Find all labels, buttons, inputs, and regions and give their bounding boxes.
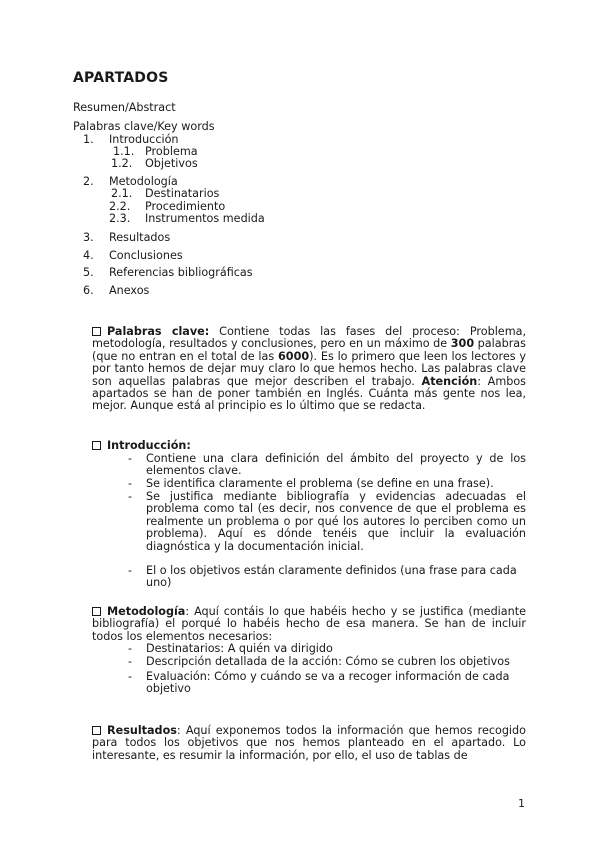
toc-item-procedimiento: Procedimiento	[145, 200, 226, 213]
toc-item-objetivos: Objetivos	[145, 157, 198, 170]
list-item-text: Descripción detallada de la acción: Cómo se cubren los objetivos	[146, 655, 510, 668]
section-text: 6000	[278, 349, 310, 363]
toc-number: 2.	[83, 175, 94, 188]
list-item	[128, 564, 526, 590]
section-metodologia	[92, 606, 526, 643]
toc-number: 1.	[83, 133, 94, 146]
toc-item-instrumentos: Instrumentos medida	[145, 212, 265, 225]
bullet-dash: -	[128, 452, 133, 465]
list-item-text: Se justifica mediante bibliografía y evidencias adecuadas el problema como tal (es decir, nos convence de que el problema es realmente un problema o por qué los autores lo perciben como un problema). Aquí es dónde tenéis que incluir la evaluación diagnóstica y la documentación inicial.	[146, 490, 526, 553]
list-item	[128, 670, 526, 696]
toc-number: 6.	[83, 284, 94, 297]
section-introduccion-heading	[92, 440, 526, 452]
checkbox-icon	[92, 441, 101, 450]
section-text: : Aquí contáis lo que habéis hecho y se justifica (mediante bibliografía) el porqué lo habéis hecho de esa manera. Se han de incluir todos los elementos necesarios:	[92, 605, 526, 643]
page-number: 1	[518, 797, 525, 810]
list-item	[128, 477, 526, 490]
section-text: ). Es lo primero que leen los lectores y por tanto hemos de dejar muy claro lo que hemos hecho. Las palabras clave son aquellas palabras que mejor describen el trabajo.	[92, 349, 526, 388]
toc-item-destinatarios: Destinatarios	[145, 187, 220, 200]
section-text: palabras (que no entran en el total de las	[92, 337, 526, 363]
bullet-dash: -	[128, 655, 133, 668]
section-text: 300	[450, 337, 475, 351]
toc-item-introduccion: Introducción	[109, 133, 179, 146]
section-text: : Aquí exponemos todos la información que hemos recogido para todos los objetivos que nos hemos planteado en el apartado. Lo interesante, es resumir la información, por ello, el uso de tablas de	[92, 724, 526, 762]
section-text: Atención	[421, 374, 478, 388]
list-item	[128, 452, 526, 478]
section-heading: Introducción:	[107, 439, 191, 452]
toc-number: 4.	[83, 249, 94, 262]
section-heading: Palabras clave:	[107, 325, 210, 338]
checkbox-icon	[92, 607, 101, 616]
section-palabras-clave	[92, 326, 526, 413]
bullet-dash: -	[128, 642, 133, 655]
toc-item-conclusiones: Conclusiones	[109, 249, 183, 262]
toc-item-problema: Problema	[145, 145, 198, 158]
toc-item-metodologia: Metodología	[109, 175, 178, 188]
section-text: Contiene todas las fases del proceso: Problema, metodología, resultados y conclusiones, pero en un máximo de	[92, 325, 526, 351]
section-heading: Resultados	[107, 724, 177, 737]
list-item-text: Destinatarios: A quién va dirigido	[146, 642, 333, 655]
toc-number: 2.1.	[111, 187, 133, 200]
toc-number: 1.1.	[113, 145, 135, 158]
list-item-text: El o los objetivos están claramente definidos (una frase para cada uno)	[146, 564, 517, 590]
list-item-text: Contiene una clara definición del ámbito del proyecto y de los elementos clave.	[146, 452, 526, 478]
toc-item-resultados: Resultados	[109, 231, 171, 244]
bullet-dash: -	[128, 564, 133, 577]
toc-resumen: Resumen/Abstract	[73, 101, 176, 114]
bullet-dash: -	[128, 670, 133, 683]
list-item-text: Evaluación: Cómo y cuándo se va a recoger información de cada objetivo	[146, 670, 510, 696]
toc-palabras: Palabras clave/Key words	[73, 120, 215, 133]
toc-number: 2.3.	[109, 212, 131, 225]
toc-number: 5.	[83, 266, 94, 279]
toc-number: 3.	[83, 231, 94, 244]
toc-item-referencias: Referencias bibliográficas	[109, 266, 253, 279]
list-item	[128, 490, 526, 553]
list-item	[128, 642, 526, 655]
bullet-dash: -	[128, 477, 133, 490]
list-item-text: Se identifica claramente el problema (se define en una frase).	[146, 477, 494, 490]
toc-item-anexos: Anexos	[109, 284, 150, 297]
section-resultados	[92, 725, 526, 762]
section-text: : Ambos apartados se han de poner también en Inglés. Cuánta más gente nos lea, mejor. Aunque está al principio es lo último que se redacta.	[92, 374, 527, 413]
checkbox-icon	[92, 726, 101, 735]
page-title: APARTADOS	[73, 70, 169, 86]
list-item	[128, 655, 526, 668]
toc-number: 1.2.	[111, 157, 133, 170]
checkbox-icon	[92, 327, 101, 336]
bullet-dash: -	[128, 490, 133, 503]
toc-number: 2.2.	[109, 200, 131, 213]
section-heading: Metodología	[107, 605, 186, 618]
